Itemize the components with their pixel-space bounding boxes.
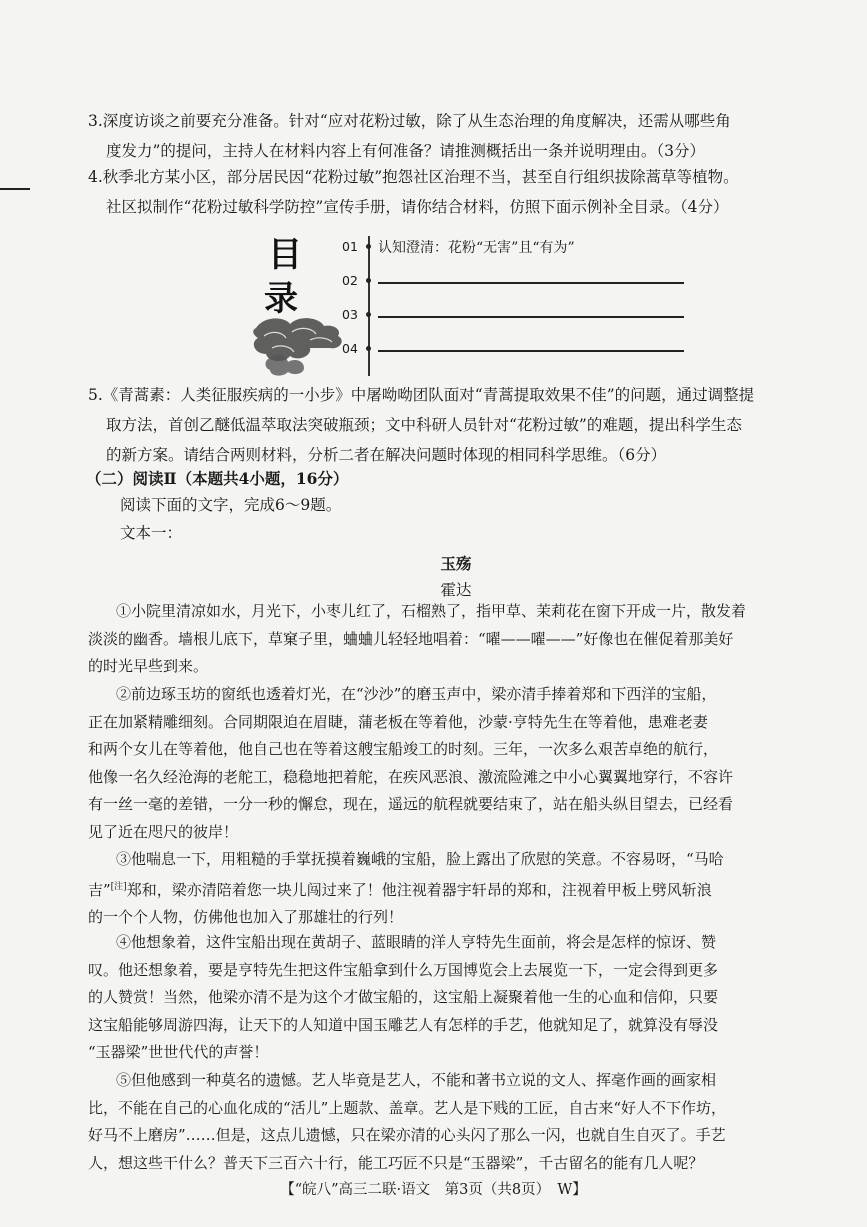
story-paragraph-2-line: 和两个女儿在等着他，他自己也在等着这艘宝船竣工的时刻。三年，一次多么艰苦卓绝的航行， [88, 740, 719, 758]
toc-title-char-1: 目 [268, 235, 302, 275]
story-paragraph-4-line: 这宝船能够周游四海，让天下的人知道中国玉雕艺人有怎样的手艺，他就知足了，就算没有辱没 [88, 1015, 719, 1034]
story-paragraph-1-line: ①小院里清凉如水，月光下，小枣儿红了，石榴熟了，指甲草、茉莉花在窗下开成一片，散发着 [116, 602, 747, 620]
story-paragraph-5-line: 比，不能在自己的心血化成的“活儿”上题款、盖章。艺人是下贱的工匠，自古来“好人不下作坊， [88, 1098, 727, 1117]
question-5-line-2: 取方法，首创乙醚低温萃取法突破瓶颈；文中科研人员针对“花粉过敏”的难题，提出科学生态 [106, 416, 742, 434]
toc-item-text: 认知澄清：花粉“无害”且“有为” [378, 240, 575, 256]
story-paragraph-3-line: 的一个个人物，仿佛他也加入了那雄壮的行列！ [88, 908, 404, 926]
question-3-line-2: 度发力”的提问，主持人在材料内容上有何准备？请推测概括出一条并说明理由。（3分） [106, 142, 706, 160]
story-paragraph-5-line: 人，想这些干什么？普天下三百六十行，能工巧匠不只是“玉器梁”，千古留名的能有几人呢？ [88, 1153, 704, 1172]
footnote-marker: [注] [110, 881, 127, 892]
toc-item-number: 04 [342, 341, 358, 356]
story-paragraph-1 [88, 598, 833, 681]
toc-bullet-icon [366, 346, 371, 351]
story-paragraph-1-line: 淡淡的幽香。墙根儿底下，草窠子里，蛐蛐儿轻轻地唱着：“嚁——嚁——”好像也在催促着那美好 [88, 629, 734, 648]
toc-title-char-2: 录 [264, 279, 298, 319]
toc-item [342, 338, 702, 360]
toc-title-art [250, 232, 350, 378]
story-paragraph-3-line-2-text: 郑和，梁亦清陪着您一块儿闯过来了！他注视着器宇轩昂的郑和，注视着甲板上劈风斩浪 [126, 880, 712, 899]
story-paragraph-2 [88, 681, 833, 846]
toc-answer-blank [378, 350, 684, 352]
story-paragraph-2-line: 他像一名久经沧海的老舵工，稳稳地把着舵，在疾风恶浪、激流险滩之中小心翼翼地穿行，不容许 [88, 767, 734, 786]
story-paragraph-4-line: ④他想象着，这件宝船出现在黄胡子、蓝眼睛的洋人亨特先生面前，将会是怎样的惊讶、赞 [116, 933, 717, 951]
toc-figure [250, 232, 700, 378]
story-paragraph-2-line: ②前边琢玉坊的窗纸也透着灯光，在“沙沙”的磨玉声中，梁亦清手捧着郑和下西洋的宝船， [116, 685, 717, 703]
toc-item [342, 304, 702, 326]
margin-mark [0, 188, 30, 190]
story-paragraph-4 [88, 929, 833, 1067]
text-label: 文本一： [120, 524, 183, 542]
toc-item [342, 236, 702, 258]
toc-bullet-icon [366, 244, 371, 249]
cloud-ornament-icon [250, 232, 350, 378]
story-paragraph-2-line: 见了近在咫尺的彼岸！ [88, 822, 239, 841]
story-paragraph-2-line: 有一丝一毫的差错，一分一秒的懈怠，现在，遥远的航程就要结束了，站在船头纵目望去，已经看 [88, 795, 734, 813]
toc-item [342, 270, 702, 292]
story-paragraph-3-line-2 [88, 874, 833, 905]
story-author: 霍达 [440, 581, 472, 599]
question-5 [88, 380, 833, 470]
story-paragraph-3 [88, 846, 833, 932]
toc-item-number: 02 [342, 273, 358, 288]
story-paragraph-5-line: ⑤但他感到一种莫名的遗憾。艺人毕竟是艺人，不能和著书立说的文人、挥毫作画的画家相 [116, 1071, 717, 1089]
toc-bullet-icon [366, 278, 371, 283]
story-paragraph-2-line: 正在加紧精雕细刻。合同期限迫在眉睫，蒲老板在等着他，沙蒙·亨特先生在等着他，患难老妻 [88, 712, 708, 731]
section-instruction: 阅读下面的文字，完成6～9题。 [120, 496, 342, 514]
page-footer: 【“皖八”高三二联·语文 第3页（共8页） W】 [280, 1182, 587, 1198]
story-paragraph-3-prefix: 吉” [88, 880, 111, 899]
story-paragraph-4-line: 的人赞赏！当然，他梁亦清不是为这个才做宝船的，这宝船上凝聚着他一生的心血和信仰，只要 [88, 988, 719, 1006]
story-paragraph-4-line: 叹。他还想象着，要是亨特先生把这件宝船拿到什么万国博览会上去展览一下，一定会得到更多 [88, 960, 719, 979]
question-3 [88, 106, 833, 166]
question-5-line-3: 的新方案。请结合两则材料，分析二者在解决问题时体现的相同科学思维。（6分） [106, 446, 667, 464]
story-paragraph-5 [88, 1067, 833, 1177]
question-4-line-2: 社区拟制作“花粉过敏科学防控”宣传手册，请你结合材料，仿照下面示例补全目录。（4分） [106, 198, 729, 216]
story-paragraph-5-line: 好马不上磨房”……但是，这点儿遗憾，只在梁亦清的心头闪了那么一闪，也就自生自灭了。手艺 [88, 1126, 726, 1144]
question-4 [88, 162, 833, 222]
story-paragraph-1-line: 的时光早些到来。 [88, 657, 209, 675]
toc-item-number: 03 [342, 307, 358, 322]
toc-item-number: 01 [342, 239, 358, 254]
story-paragraph-4-line: “玉器梁”世世代代的声誉！ [88, 1043, 269, 1061]
question-3-line-1: 3.深度访谈之前要充分准备。针对“应对花粉过敏，除了从生态治理的角度解决，还需从哪些角 [88, 112, 731, 130]
toc-answer-blank [378, 282, 684, 284]
toc-bullet-icon [366, 312, 371, 317]
toc-answer-blank [378, 316, 684, 318]
story-title: 玉殇 [440, 554, 472, 573]
question-5-line-1: 5.《青蒿素：人类征服疾病的一小步》中屠呦呦团队面对“青蒿提取效果不佳”的问题，通过调整提 [88, 386, 755, 404]
section-heading: （二）阅读Ⅱ（本题共4小题，16分） [86, 469, 349, 488]
story-paragraph-3-line: ③他喘息一下，用粗糙的手掌抚摸着巍峨的宝船，脸上露出了欣慰的笑意。不容易呀，“马哈 [116, 850, 724, 868]
question-4-line-1: 4.秋季北方某小区，部分居民因“花粉过敏”抱怨社区治理不当，甚至自行组织拔除蒿草等植物。 [88, 168, 739, 186]
